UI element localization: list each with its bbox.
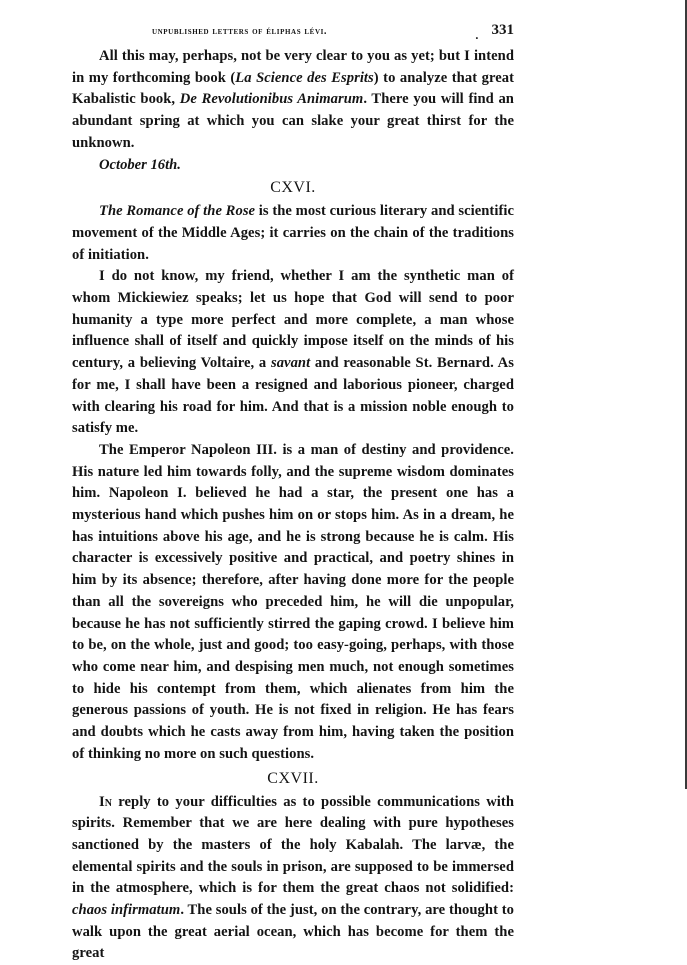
text: . The souls of the just, on the contrary, are thought to walk upon the great aerial ocean, which has become for them the great: [72, 902, 514, 961]
small-caps-opening: In: [99, 794, 112, 810]
latin-phrase-italic: chaos infirmatum: [72, 902, 180, 918]
paragraph-spirits: [72, 792, 514, 965]
book-title-italic: De Revolutionibus Animarum: [180, 91, 364, 107]
text: and reasonable St. Bernard. As for me, I shall have been a resigned and laborious pioneer, charged with clearing his road for him. And that is a mission noble enough to satisfy me.: [72, 355, 514, 436]
paragraph-napoleon: The Emperor Napoleon III. is a man of destiny and providence. His nature led him towards folly, and the supreme wisdom dominates him. Napoleon I. believed he had a star, the present one has a mysterious hand which pushes him on or stops him. As in a dream, he has intuitions above his age, and he is strong because he is calm. His character is excessively positive and practical, and poetry shines in him by its absence; therefore, after having done more for the people than all the sovereigns who preceded him, he will die unpopular, because he has not sufficiently stirred the gaping crowd. I believe him to be, on the whole, just and good; too easy-going, perhaps, with those who come near him, and despising men much, not enough sometimes to hide his contempt from them, which alienates from him the generous passions of youth. He is not fixed in religion. He has fears and doubts which he casts away from him, having taken the position of thinking no more on such questions.: [72, 440, 514, 766]
paragraph-intro: [72, 46, 514, 155]
running-head-title: unpublished letters of éliphas lévi.: [152, 26, 327, 37]
book-page: [72, 24, 514, 965]
text: is the most curious literary and scientific movement of the Middle Ages; it carries on the chain of the traditions of initiation.: [72, 203, 514, 262]
text: I do not know, my friend, whether I am the synthetic man of whom Mickiewiez speaks; let us hope that God will send to poor humanity a type more perfect and more complete, a man whose influence shall of itself and quickly impose itself on the minds of his century, a believing Voltaire, a: [72, 268, 514, 371]
text: All this may, perhaps, not be very clear to you as yet; but I intend in my forthcoming book (: [72, 48, 514, 86]
running-head: [72, 24, 514, 46]
section-heading-cxvii: CXVII.: [72, 767, 514, 791]
text: ) to analyze that great Kabalistic book,: [72, 70, 514, 108]
paragraph-synthetic-man: [72, 266, 514, 440]
text: . There you will find an abundant spring at which you can slake your great thirst for the unknown.: [72, 91, 514, 150]
book-title-italic: The Romance of the Rose: [99, 203, 255, 219]
letter-date: October 16th.: [72, 155, 514, 177]
book-title-italic: La Science des Esprits: [235, 70, 373, 86]
text: reply to your difficulties as to possible communications with spirits. Remember that we are here dealing with pure hypotheses sanctioned by the masters of the holy Kabalah. The larvæ, the elemental spirits and the souls in prison, are supposed to be immersed in the atmosphere, which is for them the great chaos not solidified:: [72, 794, 514, 897]
page-number: 331: [492, 22, 515, 39]
running-head-dot: .: [475, 28, 479, 43]
paragraph-romance-rose: [72, 201, 514, 266]
italic-word: savant: [271, 355, 310, 371]
section-heading-cxvi: CXVI.: [72, 176, 514, 200]
